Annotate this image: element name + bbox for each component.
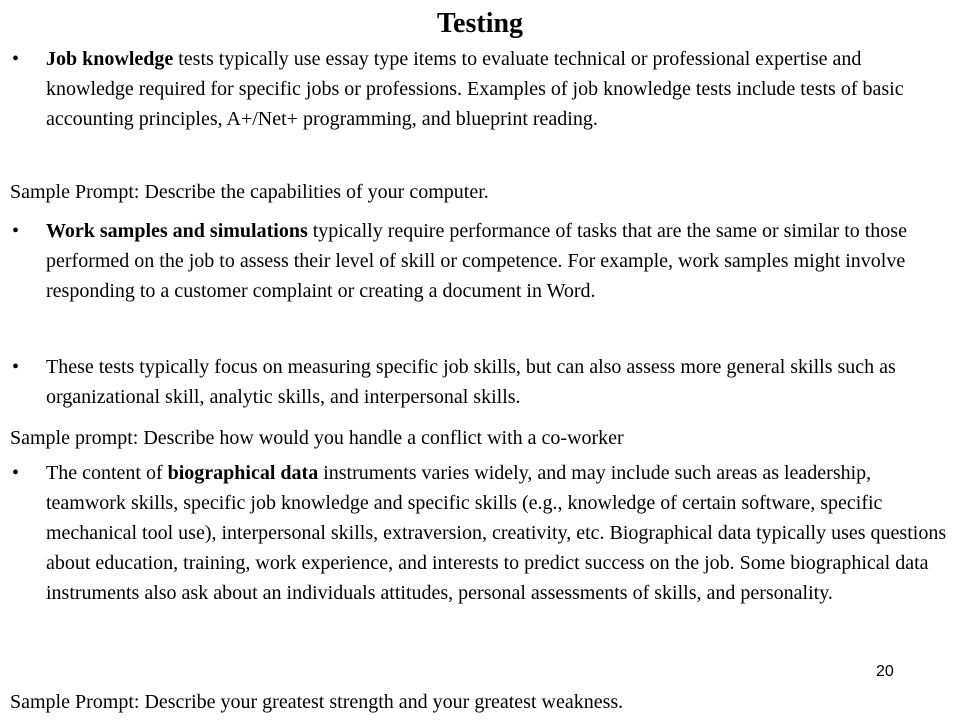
sample-prompt-3: Sample Prompt: Describe your greatest strength and your greatest weakness. xyxy=(10,691,624,713)
bullet-marker: • xyxy=(12,356,20,378)
bullet-work-samples xyxy=(12,216,952,306)
bullet-job-knowledge xyxy=(12,44,952,134)
bullet-job-skills xyxy=(12,352,952,412)
bullet-text xyxy=(46,216,952,306)
page-number: 20 xyxy=(876,663,894,680)
bullet-biographical-data xyxy=(12,458,952,608)
bullet-body: instruments varies widely, and may include such areas as leadership, teamwork skills, specific job knowledge and specific skills (e.g., knowledge of certain software, specific mechanical tool use), interpersonal skills, extraversion, creativity, etc. Biographical data typically uses questions about education, training, work experience, and interests to predict success on the job. Some biographical data instruments also ask about an individuals attitudes, personal assessments of skills, and personality. xyxy=(46,462,947,604)
bullet-text xyxy=(46,352,952,412)
bullet-body: tests typically use essay type items to evaluate technical or professional expertise and knowledge required for specific jobs or professions. Examples of job knowledge tests include tests of basic accounting principles, A+/Net+ programming, and blueprint reading. xyxy=(46,48,904,130)
sample-prompt-2: Sample prompt: Describe how would you handle a conflict with a co-worker xyxy=(10,427,624,449)
slide-title: Testing xyxy=(436,8,524,39)
bullet-bold-term: Job knowledge xyxy=(46,48,174,70)
bullet-text xyxy=(46,458,952,608)
bullet-bold-term: Work samples and simulations xyxy=(46,220,308,242)
bullet-body: These tests typically focus on measuring specific job skills, but can also assess more general skills such as organizational skill, analytic skills, and interpersonal skills. xyxy=(46,356,896,408)
bullet-marker: • xyxy=(12,48,20,70)
bullet-text xyxy=(46,44,952,134)
bullet-lead: The content of xyxy=(46,462,168,484)
bullet-marker: • xyxy=(12,220,20,242)
sample-prompt-1: Sample Prompt: Describe the capabilities of your computer. xyxy=(10,181,489,203)
bullet-marker: • xyxy=(12,462,20,484)
bullet-body: typically require performance of tasks that are the same or similar to those performed on the job to assess their level of skill or competence. For example, work samples might involve responding to a customer complaint or creating a document in Word. xyxy=(46,220,907,302)
bullet-bold-term: biographical data xyxy=(167,462,319,484)
